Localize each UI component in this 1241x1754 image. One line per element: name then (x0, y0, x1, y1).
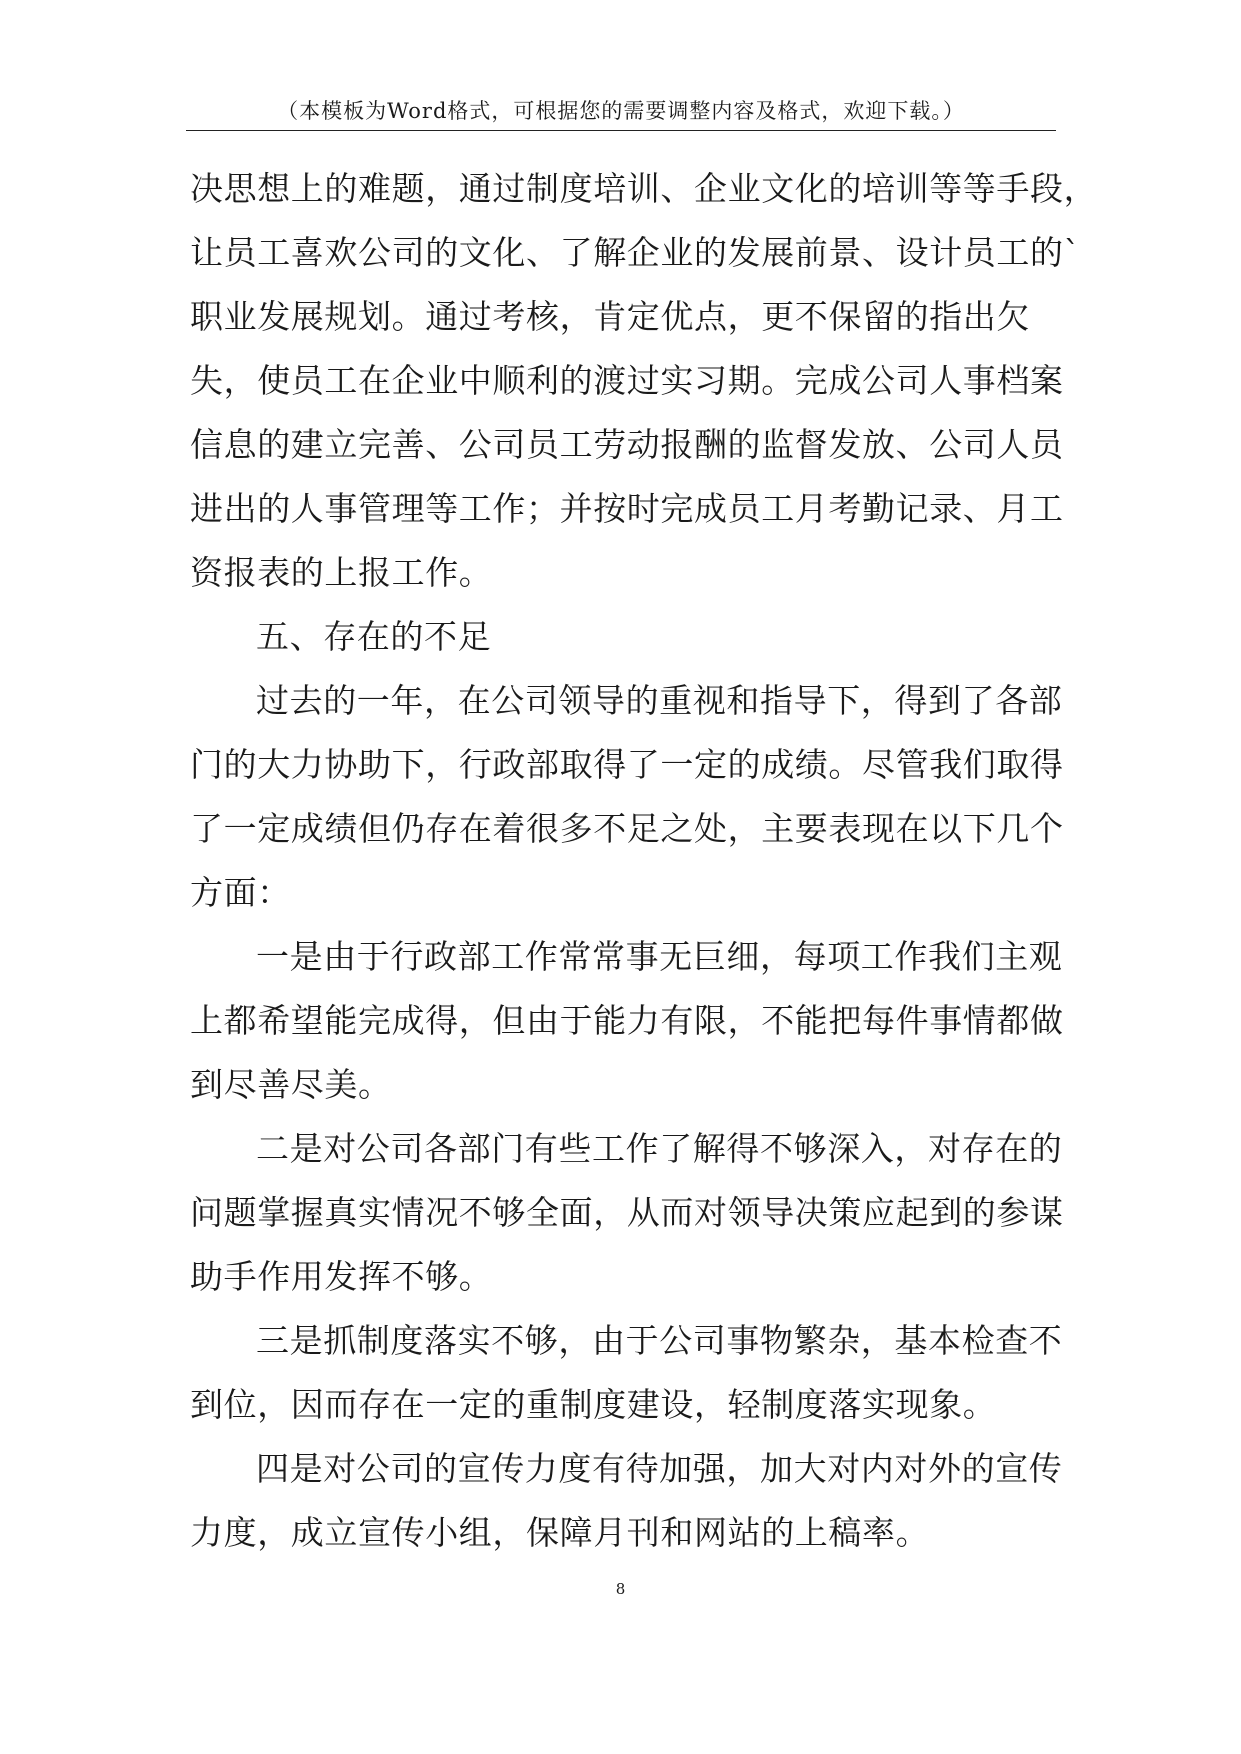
paragraph-line: 进出的人事管理等工作；并按时完成员工月考勤记录、月工 (190, 489, 1064, 528)
page-number: 8 (615, 1580, 626, 1598)
section-heading: 五、存在的不足 (256, 617, 492, 656)
paragraph-line: 二是对公司各部门有些工作了解得不够深入，对存在的 (256, 1129, 1063, 1168)
header-note: （本模板为Word格式，可根据您的需要调整内容及格式，欢迎下载。） (277, 99, 965, 123)
paragraph-line: 助手作用发挥不够。 (190, 1257, 493, 1296)
paragraph-line: 资报表的上报工作。 (190, 553, 493, 592)
paragraph-line: 问题掌握真实情况不够全面，从而对领导决策应起到的参谋 (190, 1193, 1064, 1232)
header-divider (186, 130, 1056, 131)
paragraph-line: 决思想上的难题，通过制度培训、企业文化的培训等等手段， (190, 169, 1098, 208)
paragraph-line: 方面： (190, 873, 291, 912)
paragraph-line: 过去的一年，在公司领导的重视和指导下，得到了各部 (256, 681, 1063, 720)
document-body (190, 157, 1098, 1565)
paragraph-line: 信息的建立完善、公司员工劳动报酬的监督发放、公司人员 (190, 425, 1064, 464)
paragraph-line: 了一定成绩但仍存在着很多不足之处，主要表现在以下几个 (190, 809, 1064, 848)
paragraph-line: 让员工喜欢公司的文化、了解企业的发展前景、设计员工的` (190, 233, 1081, 272)
paragraph-line: 一是由于行政部工作常常事无巨细，每项工作我们主观 (256, 937, 1063, 976)
paragraph-line: 三是抓制度落实不够，由于公司事物繁杂，基本检查不 (256, 1321, 1063, 1360)
paragraph-line: 失，使员工在企业中顺利的渡过实习期。完成公司人事档案 (190, 361, 1064, 400)
paragraph-line: 力度，成立宣传小组，保障月刊和网站的上稿率。 (190, 1513, 930, 1552)
paragraph-line: 到尽善尽美。 (190, 1065, 392, 1104)
paragraph-line: 职业发展规划。通过考核，肯定优点，更不保留的指出欠 (190, 297, 1030, 336)
paragraph-line: 上都希望能完成得，但由于能力有限，不能把每件事情都做 (190, 1001, 1064, 1040)
paragraph-line: 四是对公司的宣传力度有待加强，加大对内对外的宣传 (256, 1449, 1063, 1488)
paragraph-line: 门的大力协助下，行政部取得了一定的成绩。尽管我们取得 (190, 745, 1064, 784)
paragraph-line: 到位，因而存在一定的重制度建设，轻制度落实现象。 (190, 1385, 997, 1424)
